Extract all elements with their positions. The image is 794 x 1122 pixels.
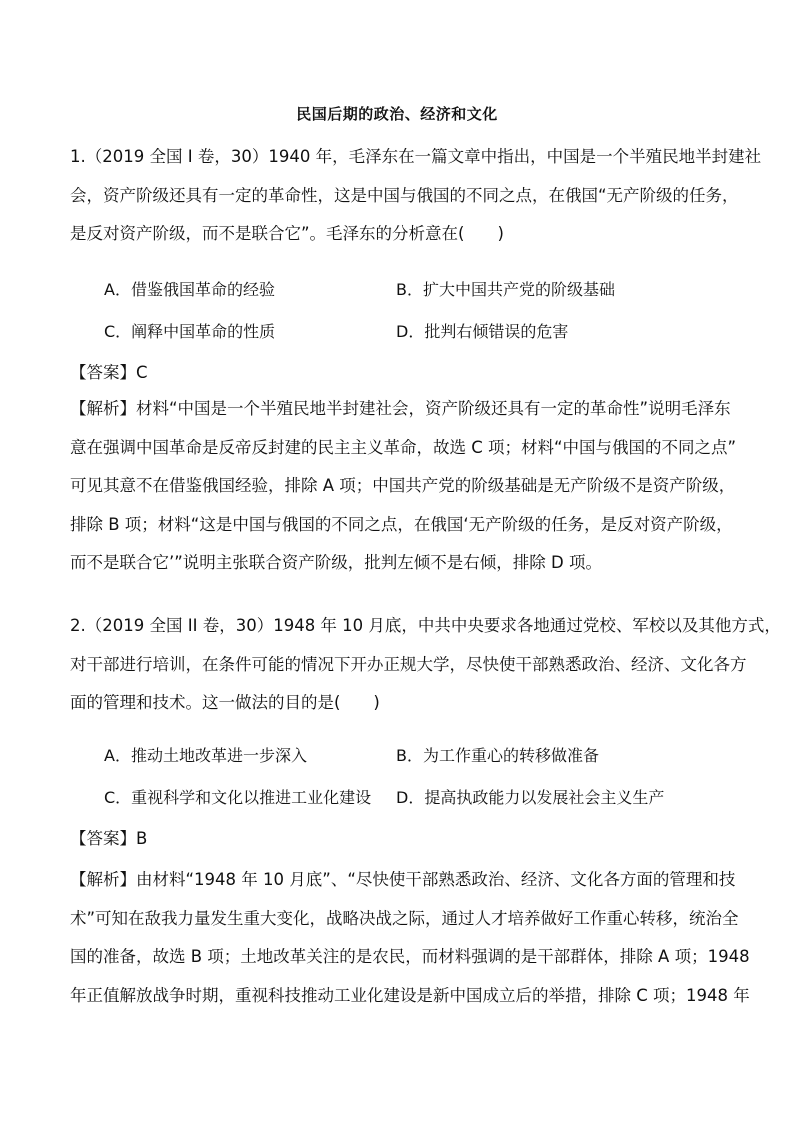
question-1-line: 1.（2019 全国 I 卷，30）1940 年，毛泽东在一篇文章中指出，中国是一个半殖民地半封建社 xyxy=(70,147,762,166)
analysis-line: 【解析】材料“中国是一个半殖民地半封建社会，资产阶级还具有一定的革命性”说明毛泽东 xyxy=(70,399,731,418)
question-2-analysis xyxy=(70,861,750,1015)
question-2-option-d: D．提高执政能力以发展社会主义生产 xyxy=(396,788,665,807)
question-1-analysis xyxy=(70,390,737,583)
analysis-line: 术”可知在敌我力量发生重大变化，战略决战之际，通过人才培养做好工作重心转移，统治全 xyxy=(70,908,739,928)
question-2-line: 对干部进行培训，在条件可能的情况下开办正规大学，尽快使干部熟悉政治、经济、文化各方 xyxy=(70,654,747,674)
question-1-option-a: A．借鉴俄国革命的经验 xyxy=(104,280,275,299)
question-1-option-b: B．扩大中国共产党的阶级基础 xyxy=(396,280,615,299)
document-title: 民国后期的政治、经济和文化 xyxy=(296,105,498,123)
question-1-option-d: D．批判右倾错误的危害 xyxy=(396,322,569,341)
question-2-answer: 【答案】B xyxy=(70,829,148,848)
question-1-stem xyxy=(70,138,762,254)
analysis-line: 排除 B 项；材料“这是中国与俄国的不同之点，在俄国‘无产阶级的任务，是反对资产阶级， xyxy=(70,514,733,534)
analysis-line: 可见其意不在借鉴俄国经验，排除 A 项；中国共产党的阶级基础是无产阶级不是资产阶级， xyxy=(70,476,736,496)
question-1-option-c: C．阐释中国革命的性质 xyxy=(104,322,276,341)
analysis-line: 国的准备，故选 B 项；土地改革关注的是农民，而材料强调的是干部群体，排除 A 项；1948 xyxy=(70,947,750,967)
question-1-answer: 【答案】C xyxy=(70,363,148,382)
analysis-line: 年正值解放战争时期，重视科技推动工业化建设是新中国成立后的举措，排除 C 项；1948 年 xyxy=(70,985,750,1005)
question-2-option-c: C．重视科学和文化以推进工业化建设 xyxy=(104,788,372,807)
analysis-line: 而不是联合它’”说明主张联合资产阶级，批判左倾不是右倾，排除 D 项。 xyxy=(70,553,602,573)
analysis-line: 【解析】由材料“1948 年 10 月底”、“尽快使干部熟悉政治、经济、文化各方面的管理和技 xyxy=(70,870,736,889)
question-2-option-a: A．推动土地改革进一步深入 xyxy=(104,746,307,765)
question-1-line: 是反对资产阶级，而不是联合它”。毛泽东的分析意在( ) xyxy=(70,224,504,244)
question-2-stem xyxy=(70,607,781,723)
question-2-line: 2.（2019 全国 II 卷，30）1948 年 10 月底，中共中央要求各地通过党校、军校以及其他方式， xyxy=(70,616,781,635)
analysis-line: 意在强调中国革命是反帝反封建的民主主义革命，故选 C 项；材料“中国与俄国的不同之点” xyxy=(70,437,737,457)
question-2-option-b: B．为工作重心的转移做准备 xyxy=(396,746,599,765)
question-2-line: 面的管理和技术。这一做法的目的是( ) xyxy=(70,693,380,713)
question-1-line: 会，资产阶级还具有一定的革命性，这是中国与俄国的不同之点，在俄国“无产阶级的任务， xyxy=(70,185,739,205)
